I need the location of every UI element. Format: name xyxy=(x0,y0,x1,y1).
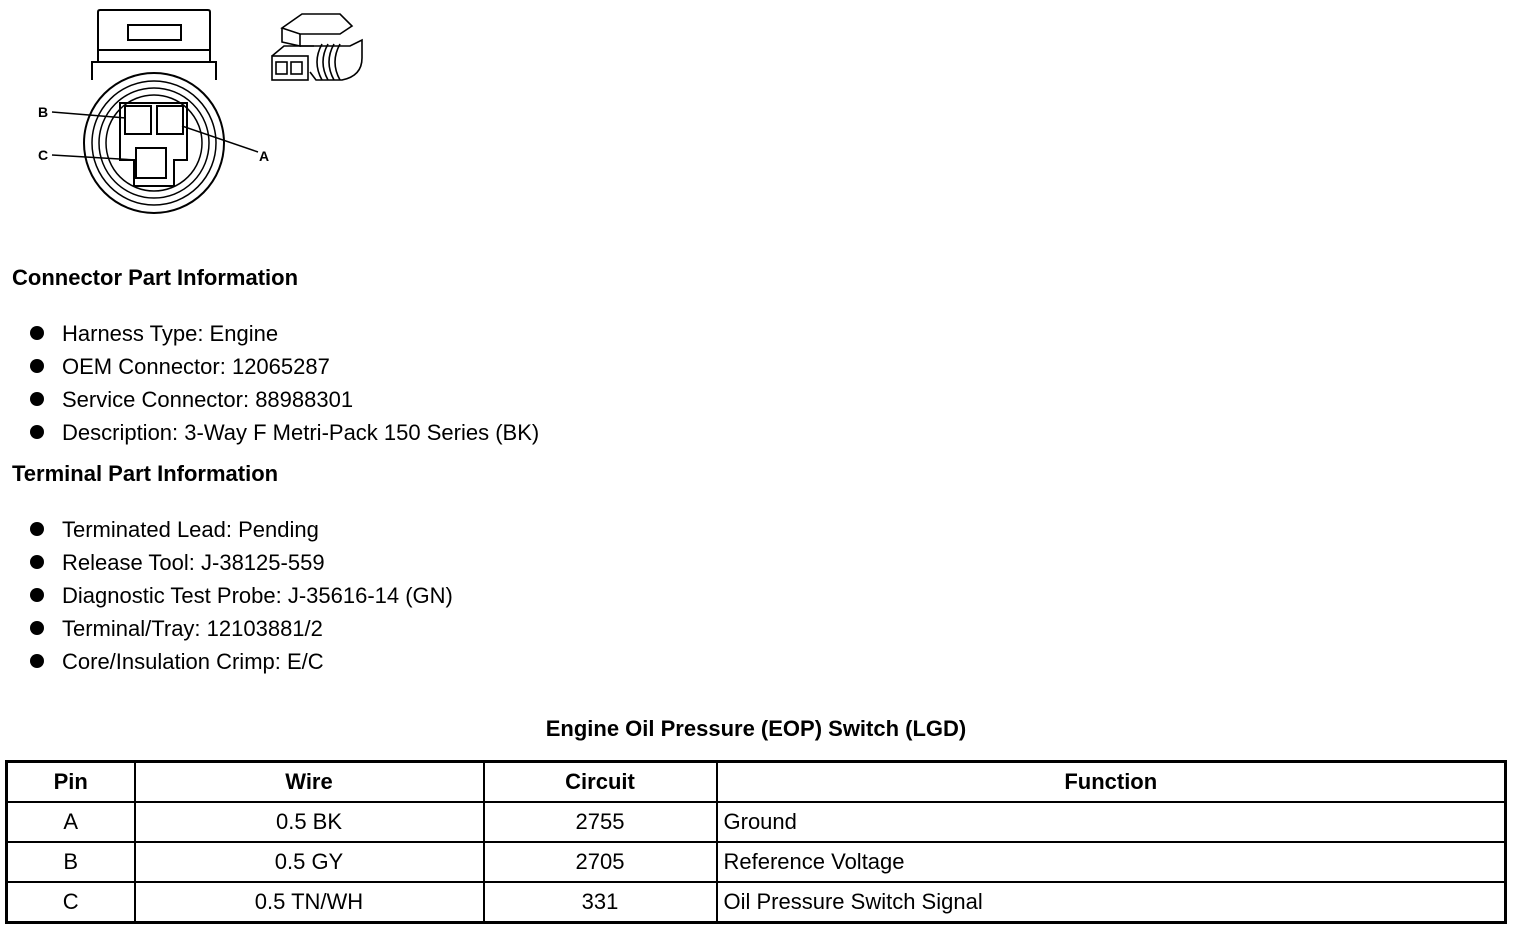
pinout-table xyxy=(5,760,1507,924)
pin-label-a: A xyxy=(259,148,270,164)
header-circuit: Circuit xyxy=(484,762,717,803)
bullet-icon xyxy=(30,425,44,439)
list-item: Release Tool: J-38125-559 xyxy=(28,546,453,579)
bullet-icon xyxy=(30,588,44,602)
bullet-icon xyxy=(30,392,44,406)
connector-face-drawing xyxy=(0,0,400,225)
list-item: Diagnostic Test Probe: J-35616-14 (GN) xyxy=(28,579,453,612)
cell-function: Oil Pressure Switch Signal xyxy=(717,882,1506,923)
cell-pin: C xyxy=(7,882,135,923)
table-row xyxy=(7,842,1506,882)
connector-info-list xyxy=(28,317,539,449)
cell-pin: A xyxy=(7,802,135,842)
cell-wire: 0.5 BK xyxy=(135,802,484,842)
cell-function: Reference Voltage xyxy=(717,842,1506,882)
list-item: Terminal/Tray: 12103881/2 xyxy=(28,612,453,645)
cell-circuit: 2755 xyxy=(484,802,717,842)
table-row xyxy=(7,802,1506,842)
table-header-row xyxy=(7,762,1506,803)
cell-function: Ground xyxy=(717,802,1506,842)
table-row xyxy=(7,882,1506,923)
list-item: Terminated Lead: Pending xyxy=(28,513,453,546)
bullet-icon xyxy=(30,522,44,536)
cell-wire: 0.5 GY xyxy=(135,842,484,882)
pin-label-c: C xyxy=(38,147,49,163)
table-caption: Engine Oil Pressure (EOP) Switch (LGD) xyxy=(545,716,967,741)
connector-section-title: Connector Part Information xyxy=(12,265,299,290)
bullet-icon xyxy=(30,654,44,668)
list-item: Core/Insulation Crimp: E/C xyxy=(28,645,453,678)
header-function: Function xyxy=(717,762,1506,803)
pin-label-b: B xyxy=(38,104,49,120)
header-pin: Pin xyxy=(7,762,135,803)
list-item: OEM Connector: 12065287 xyxy=(28,350,539,383)
list-item: Service Connector: 88988301 xyxy=(28,383,539,416)
terminal-info-list xyxy=(28,513,453,678)
cell-wire: 0.5 TN/WH xyxy=(135,882,484,923)
header-wire: Wire xyxy=(135,762,484,803)
connector-diagram xyxy=(0,0,400,225)
bullet-icon xyxy=(30,359,44,373)
bullet-icon xyxy=(30,621,44,635)
connector-iso-icon xyxy=(272,14,362,80)
bullet-icon xyxy=(30,555,44,569)
cell-pin: B xyxy=(7,842,135,882)
list-item: Harness Type: Engine xyxy=(28,317,539,350)
cell-circuit: 2705 xyxy=(484,842,717,882)
list-item: Description: 3-Way F Metri-Pack 150 Series (BK) xyxy=(28,416,539,449)
cell-circuit: 331 xyxy=(484,882,717,923)
bullet-icon xyxy=(30,326,44,340)
terminal-section-title: Terminal Part Information xyxy=(12,461,279,486)
